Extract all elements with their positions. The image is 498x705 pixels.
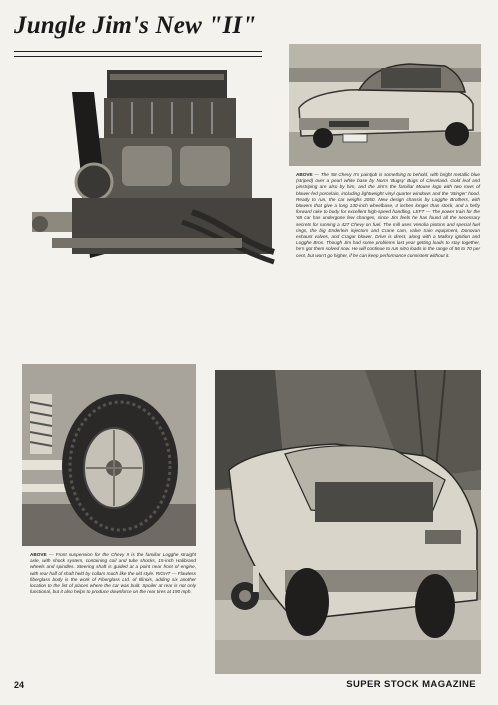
title-rule (14, 51, 262, 52)
engine-photo (12, 62, 280, 268)
bottom-caption (30, 552, 196, 595)
car-front-photo (289, 44, 481, 166)
page-number: 24 (14, 680, 25, 690)
publication-name: SUPER STOCK MAGAZINE (346, 679, 476, 690)
article-title: Jungle Jim's New "II" (14, 12, 257, 39)
front-wheel-photo (22, 364, 196, 546)
bottom-caption-lead: ABOVE (30, 552, 47, 557)
bottom-caption-text: — Front suspension for the Chevy II is the familiar Logghe straight axle, with shock system, containing coil and tube shocks, 15-inch Halibrand wheels and spindles. Steering shaft is guided at a point near front of engine, with rear half of shaft held by collars much like the old style. RIGHT — Flawless fiberglass body is the work of Fiberglass Ltd. of Illinois, adding six another location to the list of places where the car was built. Spoiler at rear is not only functional, but it also helps to produce downforce on the rear tires at 190 mph. (30, 552, 196, 595)
top-caption-text: — The '68 Chevy II's paintjob is something to behold, with bright metallic blue (striped) over a pearl white base by Norm 'Bugsy' Bugs of Cleveland. Gold leaf and pinstriping are also by him, and the Jim's the familiar Mouse logo with two rows of blower-fed porcelain, including lightweight vinyl quarter windows and the 'Stinger' hood. Ready to run, the car weighs 2050. New design chassis by Logghe Brothers, with blowers that give a long 130-inch wheelbase, 4 inches longer than stock, and a hefty forward rake to body for excellent high-speed handling. LEFT — The power train for the '68 car has undergone few changes, since Jim feels he has found all the necessary secrets for running a 427 Chevy on fuel. The mill uses Venolia pistons and special fuel rings, the big Enderlein injectors and Crane cam, valve train equipment, Donovan exhaust valves, and Cragar blower. Drive is direct, along with a Mallory ignition and Logghe Bros. Though Jim had some problems last year getting loads to stay together, he's got them solved now. He will continue to run nitro loads in the range of 56 to 70 per cent, but won't go higher, if he can keep performance consistent without it. (296, 172, 480, 258)
car-wheelstand-photo (215, 370, 481, 674)
title-rule-thin (14, 56, 262, 57)
top-caption-lead: ABOVE (296, 172, 313, 177)
top-caption (296, 172, 480, 259)
